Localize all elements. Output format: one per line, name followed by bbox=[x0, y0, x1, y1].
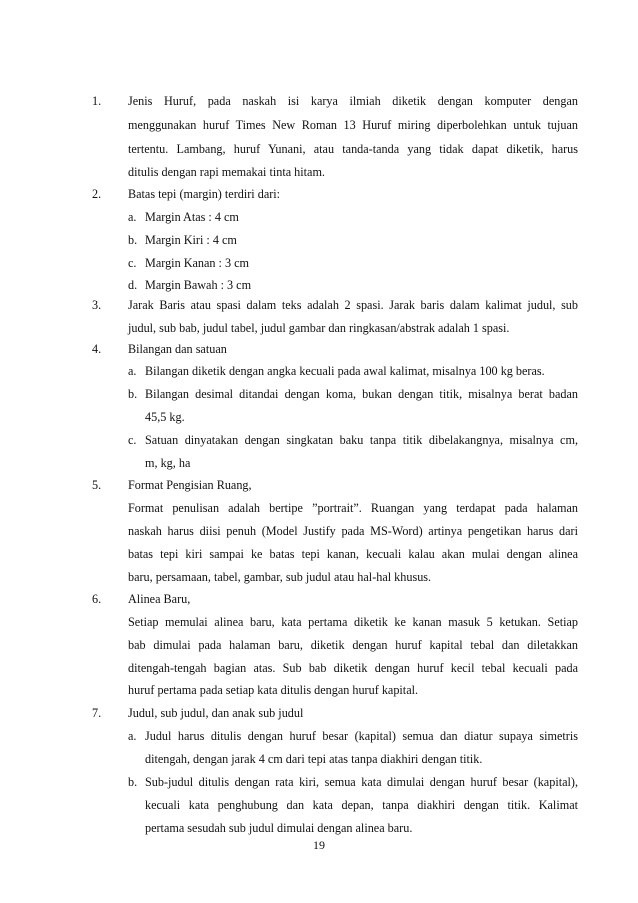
sub-item-text: Bilangan diketik dengan angka kecuali pada awal kalimat, misalnya 100 kg beras. bbox=[145, 364, 545, 378]
item-text-line: batas tepi kiri sampai ke batas tepi kanan, kecuali kalau akan mulai dengan alinea bbox=[128, 547, 578, 561]
item-text-line: Format Pengisian Ruang, bbox=[128, 478, 252, 492]
item-text-line: Jarak Baris atau spasi dalam teks adalah 2 spasi. Jarak baris dalam kalimat judul, sub bbox=[128, 298, 578, 312]
sub-item-text: ditengah, dengan jarak 4 cm dari tepi atas tanpa diakhiri dengan titik. bbox=[145, 752, 483, 766]
sub-item-letter: c. bbox=[128, 256, 137, 270]
item-text-line: Alinea Baru, bbox=[128, 592, 191, 606]
sub-item-letter: a. bbox=[128, 210, 137, 224]
sub-item-text: Margin Atas : 4 cm bbox=[145, 210, 239, 224]
item-text-line: huruf pertama pada setiap kata ditulis dengan huruf kapital. bbox=[128, 683, 419, 697]
item-text-line: ditulis dengan rapi memakai tinta hitam. bbox=[128, 165, 325, 179]
sub-item-text: Margin Kiri : 4 cm bbox=[145, 233, 237, 247]
item-text-line: Judul, sub judul, dan anak sub judul bbox=[128, 706, 304, 720]
item-text-line: Format penulisan adalah bertipe ”portrait”. Ruangan yang terdapat pada halaman bbox=[128, 501, 578, 515]
item-number: 7. bbox=[92, 706, 102, 720]
sub-item-text: kecuali kata penghubung dan kata depan, tanpa diakhiri dengan titik. Kalimat bbox=[145, 798, 578, 812]
item-text-line: Setiap memulai alinea baru, kata pertama diketik ke kanan masuk 5 ketukan. Setiap bbox=[128, 615, 578, 629]
item-number: 6. bbox=[92, 592, 102, 606]
item-number: 1. bbox=[92, 94, 102, 108]
sub-item-letter: a. bbox=[128, 729, 137, 743]
sub-item-text: Judul harus ditulis dengan huruf besar (kapital) semua dan diatur supaya simetris bbox=[145, 729, 578, 743]
sub-item-letter: b. bbox=[128, 233, 138, 247]
sub-item-letter: a. bbox=[128, 364, 137, 378]
item-text-line: judul, sub bab, judul tabel, judul gambar dan ringkasan/abstrak adalah 1 spasi. bbox=[128, 321, 510, 335]
item-text-line: Bilangan dan satuan bbox=[128, 342, 227, 356]
sub-item-letter: d. bbox=[128, 278, 138, 292]
sub-item-letter: c. bbox=[128, 433, 137, 447]
sub-item-text: m, kg, ha bbox=[145, 456, 191, 470]
page-number: 19 bbox=[313, 838, 325, 852]
item-text-line: naskah harus diisi penuh (Model Justify pada MS-Word) artinya pengetikan harus dari bbox=[128, 524, 578, 538]
sub-item-text: 45,5 kg. bbox=[145, 410, 185, 424]
sub-item-text: Margin Kanan : 3 cm bbox=[145, 256, 250, 270]
item-text-line: bab dimulai pada halaman baru, diketik dengan huruf kapital tebal dan diletakkan bbox=[128, 638, 578, 652]
sub-item-letter: b. bbox=[128, 387, 138, 401]
sub-item-text: Sub-judul ditulis dengan rata kiri, semua kata dimulai dengan huruf besar (kapital), bbox=[145, 775, 578, 789]
sub-item-text: pertama sesudah sub judul dimulai dengan alinea baru. bbox=[145, 821, 413, 835]
item-number: 3. bbox=[92, 298, 102, 312]
item-text-line: baru, persamaan, tabel, gambar, sub judul atau hal-hal khusus. bbox=[128, 570, 432, 584]
sub-item-text: Margin Bawah : 3 cm bbox=[145, 278, 252, 292]
item-number: 5. bbox=[92, 478, 102, 492]
item-text-line: Batas tepi (margin) terdiri dari: bbox=[128, 187, 281, 201]
sub-item-letter: b. bbox=[128, 775, 138, 789]
item-text-line: Jenis Huruf, pada naskah isi karya ilmiah diketik dengan komputer dengan bbox=[128, 94, 578, 108]
sub-item-text: Satuan dinyatakan dengan singkatan baku tanpa titik dibelakangnya, misalnya cm, bbox=[145, 433, 578, 447]
item-text-line: tertentu. Lambang, huruf Yunani, atau tanda-tanda yang tidak dapat diketik, harus bbox=[128, 142, 578, 156]
item-number: 4. bbox=[92, 342, 102, 356]
item-text-line: menggunakan huruf Times New Roman 13 Huruf miring diperbolehkan untuk tujuan bbox=[128, 118, 578, 132]
item-number: 2. bbox=[92, 187, 102, 201]
item-text-line: ditengah-tengah bagian atas. Sub bab diketik dengan huruf kecil tebal kecuali pada bbox=[128, 661, 578, 675]
sub-item-text: Bilangan desimal ditandai dengan koma, bukan dengan titik, misalnya berat badan bbox=[145, 387, 578, 401]
